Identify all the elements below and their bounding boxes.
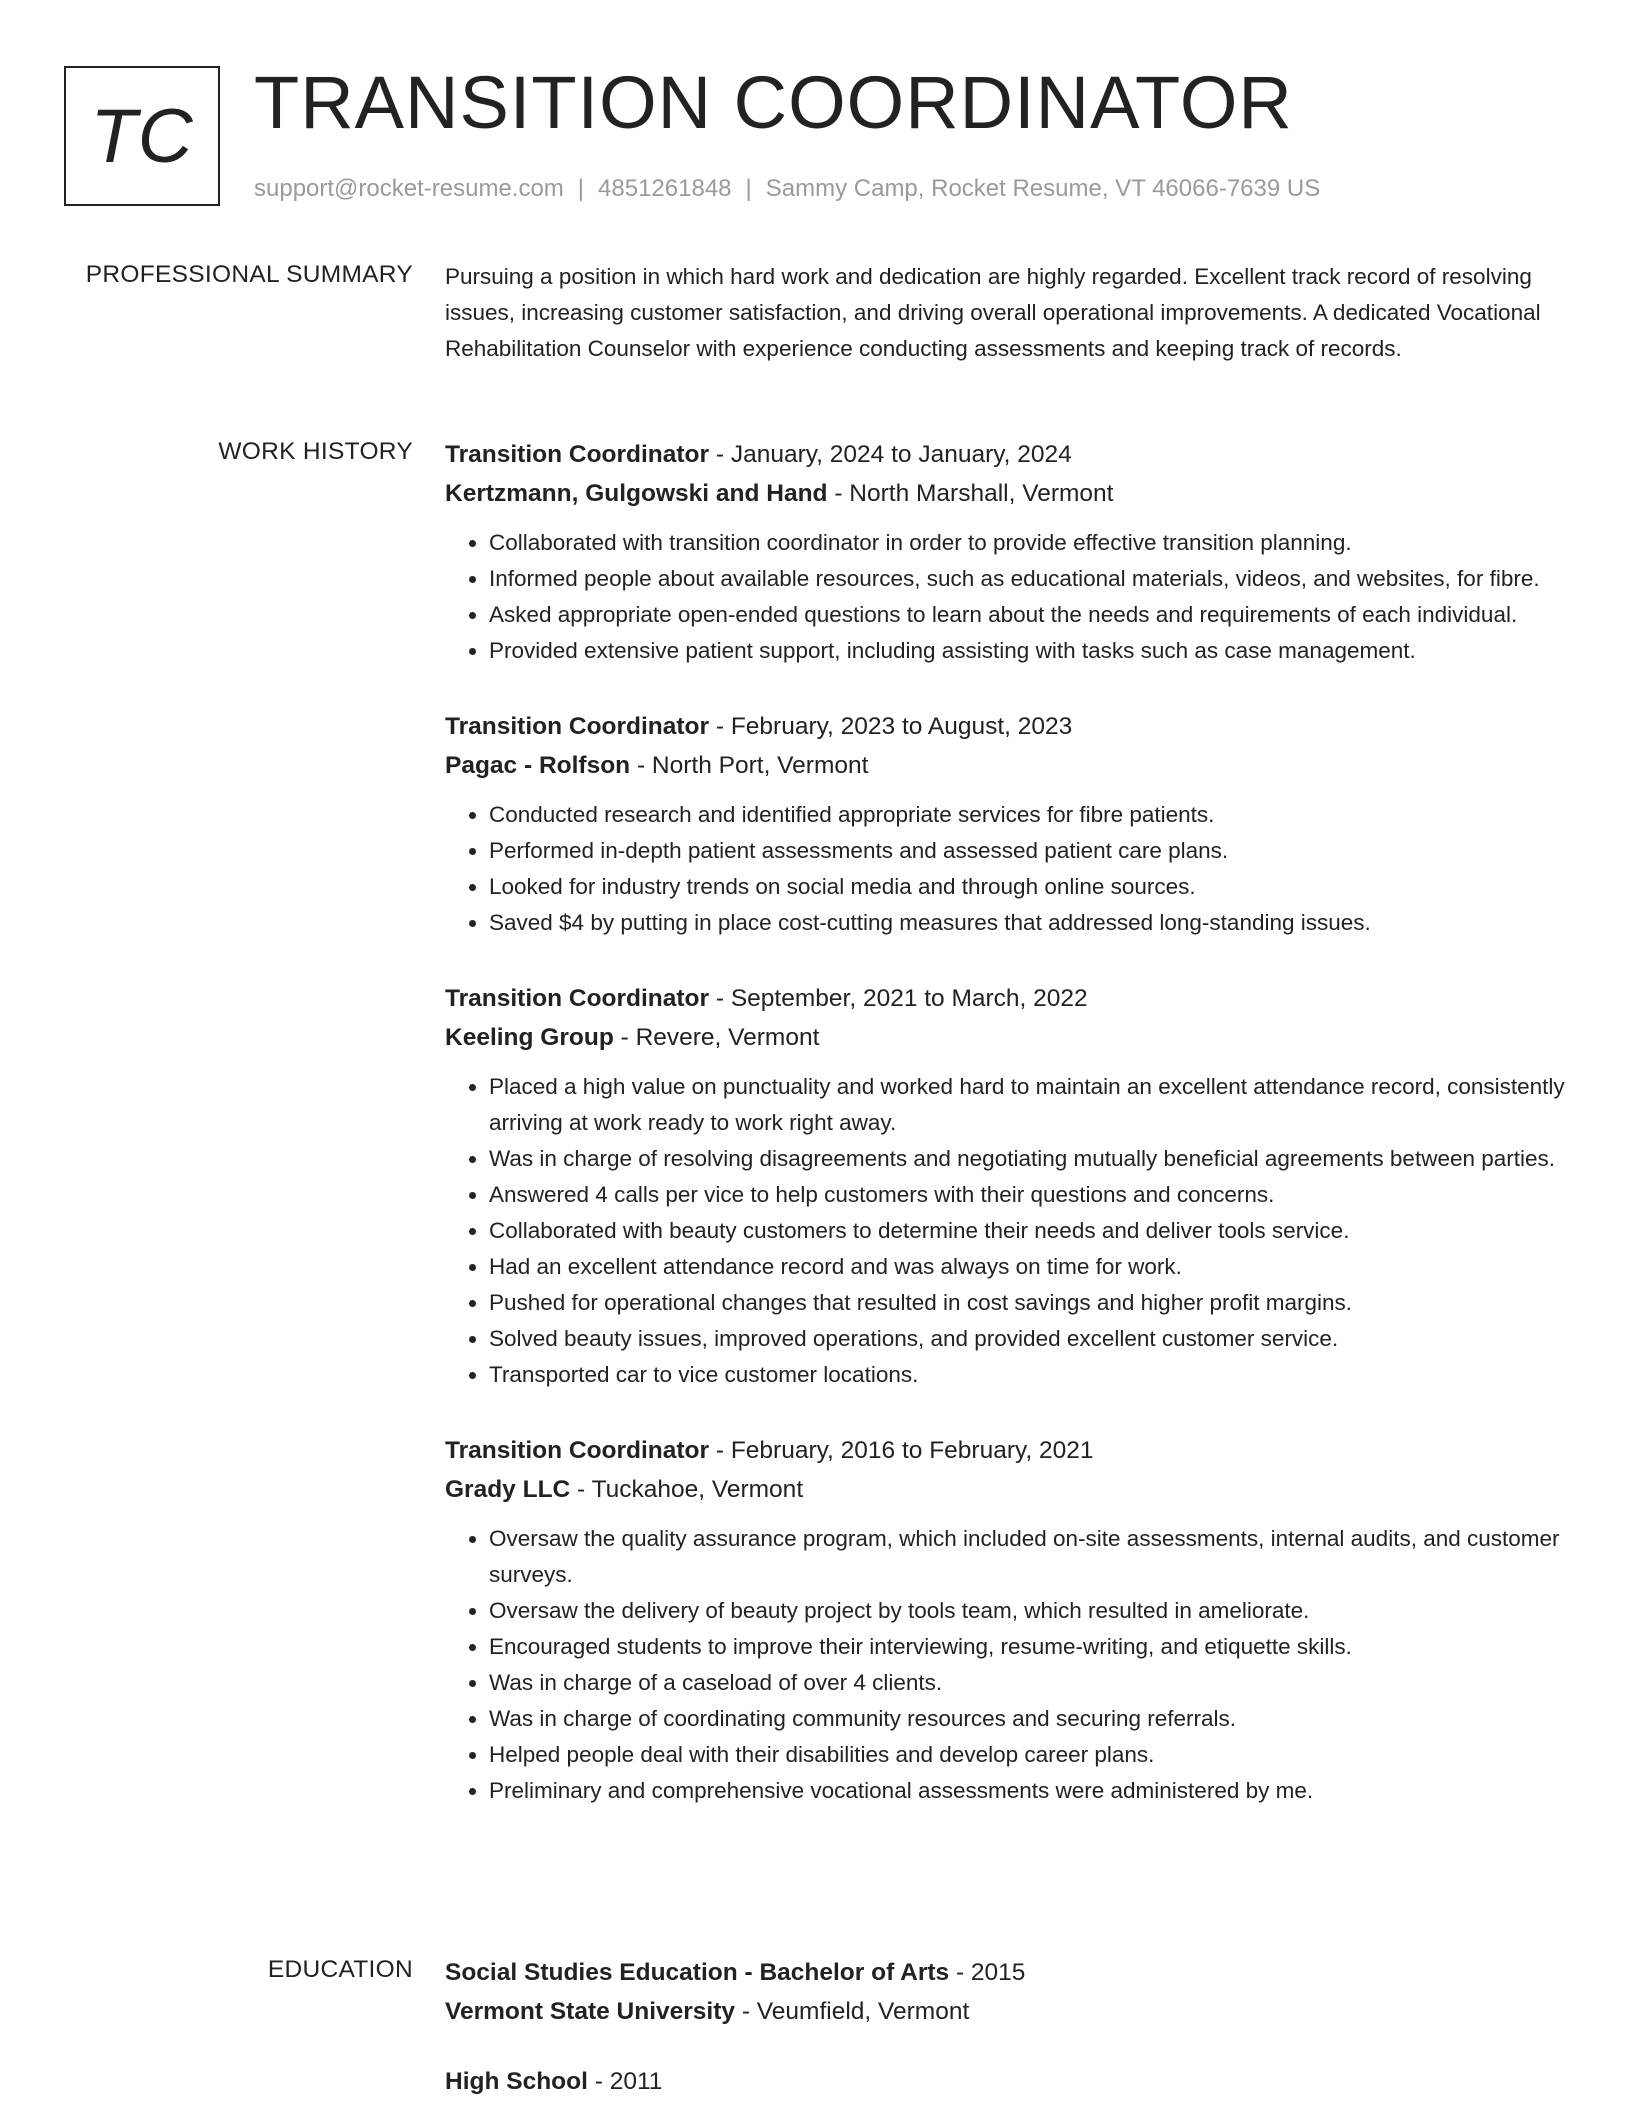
job-title: Transition Coordinator xyxy=(445,1437,710,1464)
job-bullets xyxy=(445,797,1565,941)
contact-phone: 4851261848 xyxy=(598,175,732,202)
education-body xyxy=(445,1953,1565,2101)
job-entry xyxy=(445,707,1565,941)
job-bullet: • Was in charge of coordinating community resources and securing referrals. xyxy=(489,1701,1565,1737)
job-bullet: • Transported car to vice customer locations. xyxy=(489,1357,1565,1393)
job-location: - North Marshall, Vermont xyxy=(827,480,1114,507)
job-bullet: • Solved beauty issues, improved operations, and provided excellent customer service. xyxy=(489,1321,1565,1357)
job-title: Transition Coordinator xyxy=(445,713,710,740)
job-bullet: • Pushed for operational changes that resulted in cost savings and higher profit margins. xyxy=(489,1285,1565,1321)
contact-address: Sammy Camp, Rocket Resume, VT 46066-7639 US xyxy=(765,175,1321,202)
job-entry xyxy=(445,1431,1565,1809)
job-company: Grady LLC xyxy=(445,1476,571,1503)
education-year: - 2011 xyxy=(587,2068,663,2095)
job-bullet: • Conducted research and identified appropriate services for fibre patients. xyxy=(489,797,1565,833)
job-bullet: • Preliminary and comprehensive vocational assessments were administered by me. xyxy=(489,1773,1565,1809)
contact-separator: | xyxy=(577,175,585,202)
education-label: EDUCATION xyxy=(267,1956,413,1983)
job-bullet: • Collaborated with beauty customers to determine their needs and deliver tools service. xyxy=(489,1213,1565,1249)
job-bullet: • Answered 4 calls per vice to help customers with their questions and concerns. xyxy=(489,1177,1565,1213)
job-location: - Revere, Vermont xyxy=(613,1024,820,1051)
job-bullet: • Was in charge of a caseload of over 4 clients. xyxy=(489,1665,1565,1701)
job-company: Pagac - Rolfson xyxy=(445,752,631,779)
job-title: Transition Coordinator xyxy=(445,441,710,468)
job-company: Kertzmann, Gulgowski and Hand xyxy=(445,480,828,507)
work-history-body xyxy=(445,435,1565,1847)
job-bullets xyxy=(445,1521,1565,1809)
job-bullet: • Provided extensive patient support, including assisting with tasks such as case management. xyxy=(489,633,1565,669)
job-bullets xyxy=(445,1069,1565,1393)
job-bullet: • Oversaw the delivery of beauty project by tools team, which resulted in ameliorate. xyxy=(489,1593,1565,1629)
contact-separator: | xyxy=(745,175,752,202)
job-location: - North Port, Vermont xyxy=(630,752,869,779)
job-bullets xyxy=(445,525,1565,669)
job-bullet: • Collaborated with transition coordinator in order to provide effective transition planning. xyxy=(489,525,1565,561)
job-bullet: • Performed in-depth patient assessments and assessed patient care plans. xyxy=(489,833,1565,869)
monogram-box xyxy=(64,66,220,206)
job-entry xyxy=(445,979,1565,1393)
job-title-line xyxy=(445,707,1565,746)
job-company: Keeling Group xyxy=(445,1024,614,1051)
education-year: - 2015 xyxy=(949,1959,1026,1986)
job-bullet: • Oversaw the quality assurance program, which included on-site assessments, internal audits, and customer surveys. xyxy=(489,1521,1565,1593)
job-title: Transition Coordinator xyxy=(445,985,710,1012)
job-title-line xyxy=(445,979,1565,1018)
education-degree-line xyxy=(445,1953,1565,1992)
job-dates: - September, 2021 to March, 2022 xyxy=(709,985,1088,1012)
education-degree-line xyxy=(445,2062,1565,2101)
education-location: - Veumfield, Vermont xyxy=(735,1998,970,2025)
summary-text: Pursuing a position in which hard work and dedication are highly regarded. Excellent track record of resolving issues, increasing customer satisfaction, and driving overall operational improvements. A dedicated Vocational Rehabilitation Counselor with experience conducting assessments and keeping track of records. xyxy=(445,264,1541,361)
job-bullet: • Looked for industry trends on social media and through online sources. xyxy=(489,869,1565,905)
education-school-line xyxy=(445,1992,1565,2031)
job-entry xyxy=(445,435,1565,669)
job-dates: - February, 2023 to August, 2023 xyxy=(709,713,1073,740)
job-company-line xyxy=(445,746,1565,785)
job-company-line xyxy=(445,1470,1565,1509)
education-school: Vermont State University xyxy=(445,1998,736,2025)
job-bullet: • Informed people about available resources, such as educational materials, videos, and websites, for fibre. xyxy=(489,561,1565,597)
job-company-line xyxy=(445,1018,1565,1057)
contact-line xyxy=(254,172,1320,206)
job-bullet: • Asked appropriate open-ended questions to learn about the needs and requirements of each individual. xyxy=(489,597,1565,633)
monogram-initials: TC xyxy=(90,93,194,179)
job-bullet: • Was in charge of resolving disagreements and negotiating mutually beneficial agreements between parties. xyxy=(489,1141,1565,1177)
job-bullet: • Had an excellent attendance record and was always on time for work. xyxy=(489,1249,1565,1285)
job-title-line xyxy=(445,1431,1565,1470)
job-company-line xyxy=(445,474,1565,513)
job-bullet: • Encouraged students to improve their interviewing, resume-writing, and etiquette skills. xyxy=(489,1629,1565,1665)
work-history-label: WORK HISTORY xyxy=(218,438,413,465)
job-dates: - January, 2024 to January, 2024 xyxy=(709,441,1072,468)
job-title-line xyxy=(445,435,1565,474)
education-degree: High School xyxy=(445,2068,588,2095)
resume-title: TRANSITION COORDINATOR xyxy=(254,61,1293,144)
contact-email: support@rocket-resume.com xyxy=(254,175,564,202)
job-location: - Tuckahoe, Vermont xyxy=(570,1476,804,1503)
job-dates: - February, 2016 to February, 2021 xyxy=(709,1437,1094,1464)
job-bullet: • Placed a high value on punctuality and worked hard to maintain an excellent attendance record, consistently arriving at work ready to work right away. xyxy=(489,1069,1565,1141)
summary-body xyxy=(445,259,1565,367)
job-bullet: • Helped people deal with their disabilities and develop career plans. xyxy=(489,1737,1565,1773)
job-bullet: • Saved $4 by putting in place cost-cutting measures that addressed long-standing issues. xyxy=(489,905,1565,941)
education-degree: Social Studies Education - Bachelor of Arts xyxy=(445,1959,950,1986)
summary-label: PROFESSIONAL SUMMARY xyxy=(85,261,413,288)
